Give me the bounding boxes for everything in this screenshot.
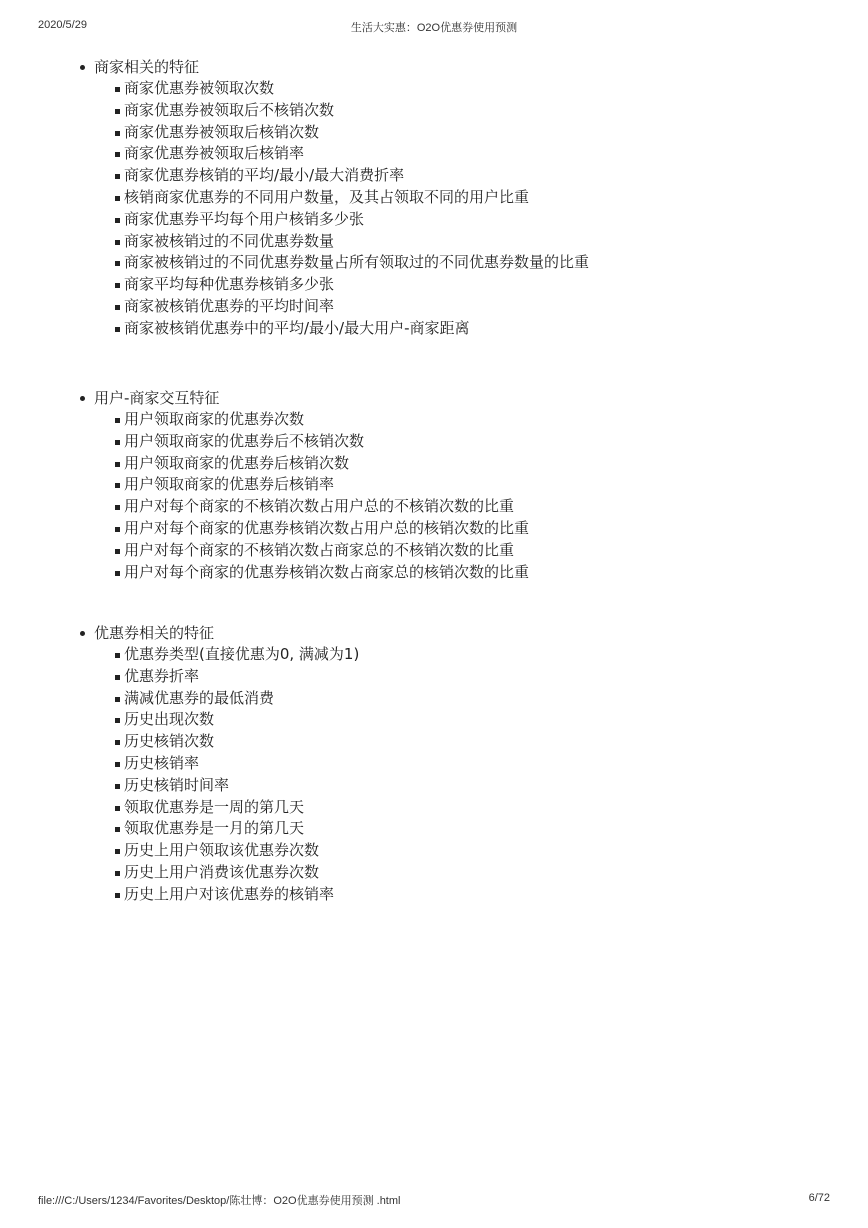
- square-bullet-icon: [115, 675, 120, 680]
- square-bullet-icon: [115, 327, 120, 332]
- list-item: [124, 797, 838, 819]
- square-bullet-icon: [115, 240, 120, 245]
- section-user-merchant-features: [78, 387, 838, 583]
- list-item: [124, 518, 838, 540]
- square-bullet-icon: [115, 871, 120, 876]
- list-item: [124, 274, 838, 296]
- square-bullet-icon: [115, 109, 120, 114]
- list-item: [124, 318, 838, 340]
- list-item: [124, 474, 838, 496]
- print-footer: [38, 1192, 830, 1208]
- section-title: 用户-商家交互特征: [78, 387, 838, 409]
- square-bullet-icon: [115, 827, 120, 832]
- list-item-text: 历史核销次数: [124, 732, 215, 751]
- square-bullet-icon: [115, 784, 120, 789]
- list-item: [124, 453, 838, 475]
- list-item-text: 历史上用户消费该优惠券次数: [124, 862, 320, 881]
- list-item-text: 用户对每个商家的优惠券核销次数占商家总的核销次数的比重: [124, 562, 530, 581]
- list-item-text: 历史核销时间率: [124, 775, 230, 794]
- list-item-text: 核销商家优惠券的不同用户数量，及其占领取不同的用户比重: [124, 187, 530, 206]
- square-bullet-icon: [115, 697, 120, 702]
- section-merchant-features: [78, 56, 838, 340]
- list-item: [124, 840, 838, 862]
- square-bullet-icon: [115, 893, 120, 898]
- list-item-text: 用户对每个商家的不核销次数占用户总的不核销次数的比重: [124, 497, 515, 516]
- list-item: [124, 562, 838, 584]
- print-title: 生活大实惠：O2O优惠券使用预测: [350, 22, 518, 34]
- list-item: [124, 100, 838, 122]
- square-bullet-icon: [115, 131, 120, 136]
- section-title: 优惠券相关的特征: [78, 622, 838, 644]
- list-item: [124, 431, 838, 453]
- list-item-text: 商家被核销优惠券的平均时间率: [124, 296, 335, 315]
- list-item-text: 商家优惠券被领取后核销率: [124, 144, 305, 163]
- list-item: [124, 252, 838, 274]
- list-item: [124, 409, 838, 431]
- square-bullet-icon: [115, 483, 120, 488]
- square-bullet-icon: [115, 218, 120, 223]
- list-item: [124, 296, 838, 318]
- list-item: [124, 122, 838, 144]
- square-bullet-icon: [115, 740, 120, 745]
- list-item: [124, 884, 838, 906]
- list-item-text: 历史核销率: [124, 753, 200, 772]
- list-item-text: 历史上用户对该优惠券的核销率: [124, 884, 335, 903]
- square-bullet-icon: [115, 806, 120, 811]
- list-item-text: 用户领取商家的优惠券后核销次数: [124, 453, 350, 472]
- list-item: [124, 231, 838, 253]
- square-bullet-icon: [115, 762, 120, 767]
- list-item-text: 商家优惠券被领取后核销次数: [124, 122, 320, 141]
- square-bullet-icon: [115, 571, 120, 576]
- list-item: [124, 818, 838, 840]
- square-bullet-icon: [115, 653, 120, 658]
- square-bullet-icon: [115, 152, 120, 157]
- section-coupon-features: [78, 622, 838, 906]
- list-item: [124, 165, 838, 187]
- list-item-text: 领取优惠券是一周的第几天: [124, 797, 305, 816]
- list-item: [124, 644, 838, 666]
- square-bullet-icon: [115, 505, 120, 510]
- list-item: [124, 775, 838, 797]
- square-bullet-icon: [115, 305, 120, 310]
- list-item: [124, 78, 838, 100]
- square-bullet-icon: [115, 283, 120, 288]
- list-item: [124, 540, 838, 562]
- list-item-text: 满减优惠券的最低消费: [124, 688, 275, 707]
- list-item-text: 用户领取商家的优惠券后不核销次数: [124, 431, 365, 450]
- section-title: 商家相关的特征: [78, 56, 838, 78]
- list-item: [124, 753, 838, 775]
- print-file-path: file:///C:/Users/1234/Favorites/Desktop/陈壮博：O2O优惠券使用预测 .html: [38, 1195, 401, 1207]
- list-item-text: 历史上用户领取该优惠券次数: [124, 841, 320, 860]
- list-item-text: 商家优惠券核销的平均/最小/最大消费折率: [124, 166, 405, 185]
- list-item-text: 用户领取商家的优惠券后核销率: [124, 475, 335, 494]
- list-item-text: 优惠券折率: [124, 666, 200, 685]
- square-bullet-icon: [115, 527, 120, 532]
- list-item: [124, 496, 838, 518]
- list-item-text: 领取优惠券是一月的第几天: [124, 819, 305, 838]
- list-item-text: 商家被核销优惠券中的平均/最小/最大用户-商家距离: [124, 318, 470, 337]
- list-item: [124, 709, 838, 731]
- list-item-text: 商家被核销过的不同优惠券数量: [124, 231, 335, 250]
- list-item-text: 历史出现次数: [124, 710, 215, 729]
- print-page-number: 6/72: [808, 1192, 830, 1204]
- list-item-text: 商家被核销过的不同优惠券数量占所有领取过的不同优惠券数量的比重: [124, 253, 590, 272]
- list-item-text: 用户领取商家的优惠券次数: [124, 410, 305, 428]
- square-bullet-icon: [115, 87, 120, 92]
- list-item: [124, 688, 838, 710]
- square-bullet-icon: [115, 418, 120, 423]
- list-item-text: 优惠券类型(直接优惠为0, 满减为1): [124, 645, 360, 663]
- list-item-text: 用户对每个商家的优惠券核销次数占用户总的核销次数的比重: [124, 518, 530, 537]
- list-item: [124, 209, 838, 231]
- list-item-text: 商家平均每种优惠券核销多少张: [124, 275, 335, 294]
- list-item-text: 商家优惠券被领取次数: [124, 79, 275, 97]
- list-item-text: 商家优惠券平均每个用户核销多少张: [124, 209, 365, 228]
- feature-list: [78, 78, 838, 340]
- square-bullet-icon: [115, 462, 120, 467]
- print-date: 2020/5/29: [38, 19, 87, 31]
- list-item-text: 商家优惠券被领取后不核销次数: [124, 100, 335, 119]
- square-bullet-icon: [115, 849, 120, 854]
- feature-list: [78, 644, 838, 906]
- list-item: [124, 731, 838, 753]
- square-bullet-icon: [115, 549, 120, 554]
- feature-list: [78, 409, 838, 583]
- square-bullet-icon: [115, 196, 120, 201]
- list-item: [124, 187, 838, 209]
- list-item: [124, 666, 838, 688]
- list-item: [124, 143, 838, 165]
- print-header: [38, 19, 830, 35]
- square-bullet-icon: [115, 718, 120, 723]
- square-bullet-icon: [115, 261, 120, 266]
- square-bullet-icon: [115, 440, 120, 445]
- square-bullet-icon: [115, 174, 120, 179]
- list-item-text: 用户对每个商家的不核销次数占商家总的不核销次数的比重: [124, 540, 515, 559]
- list-item: [124, 862, 838, 884]
